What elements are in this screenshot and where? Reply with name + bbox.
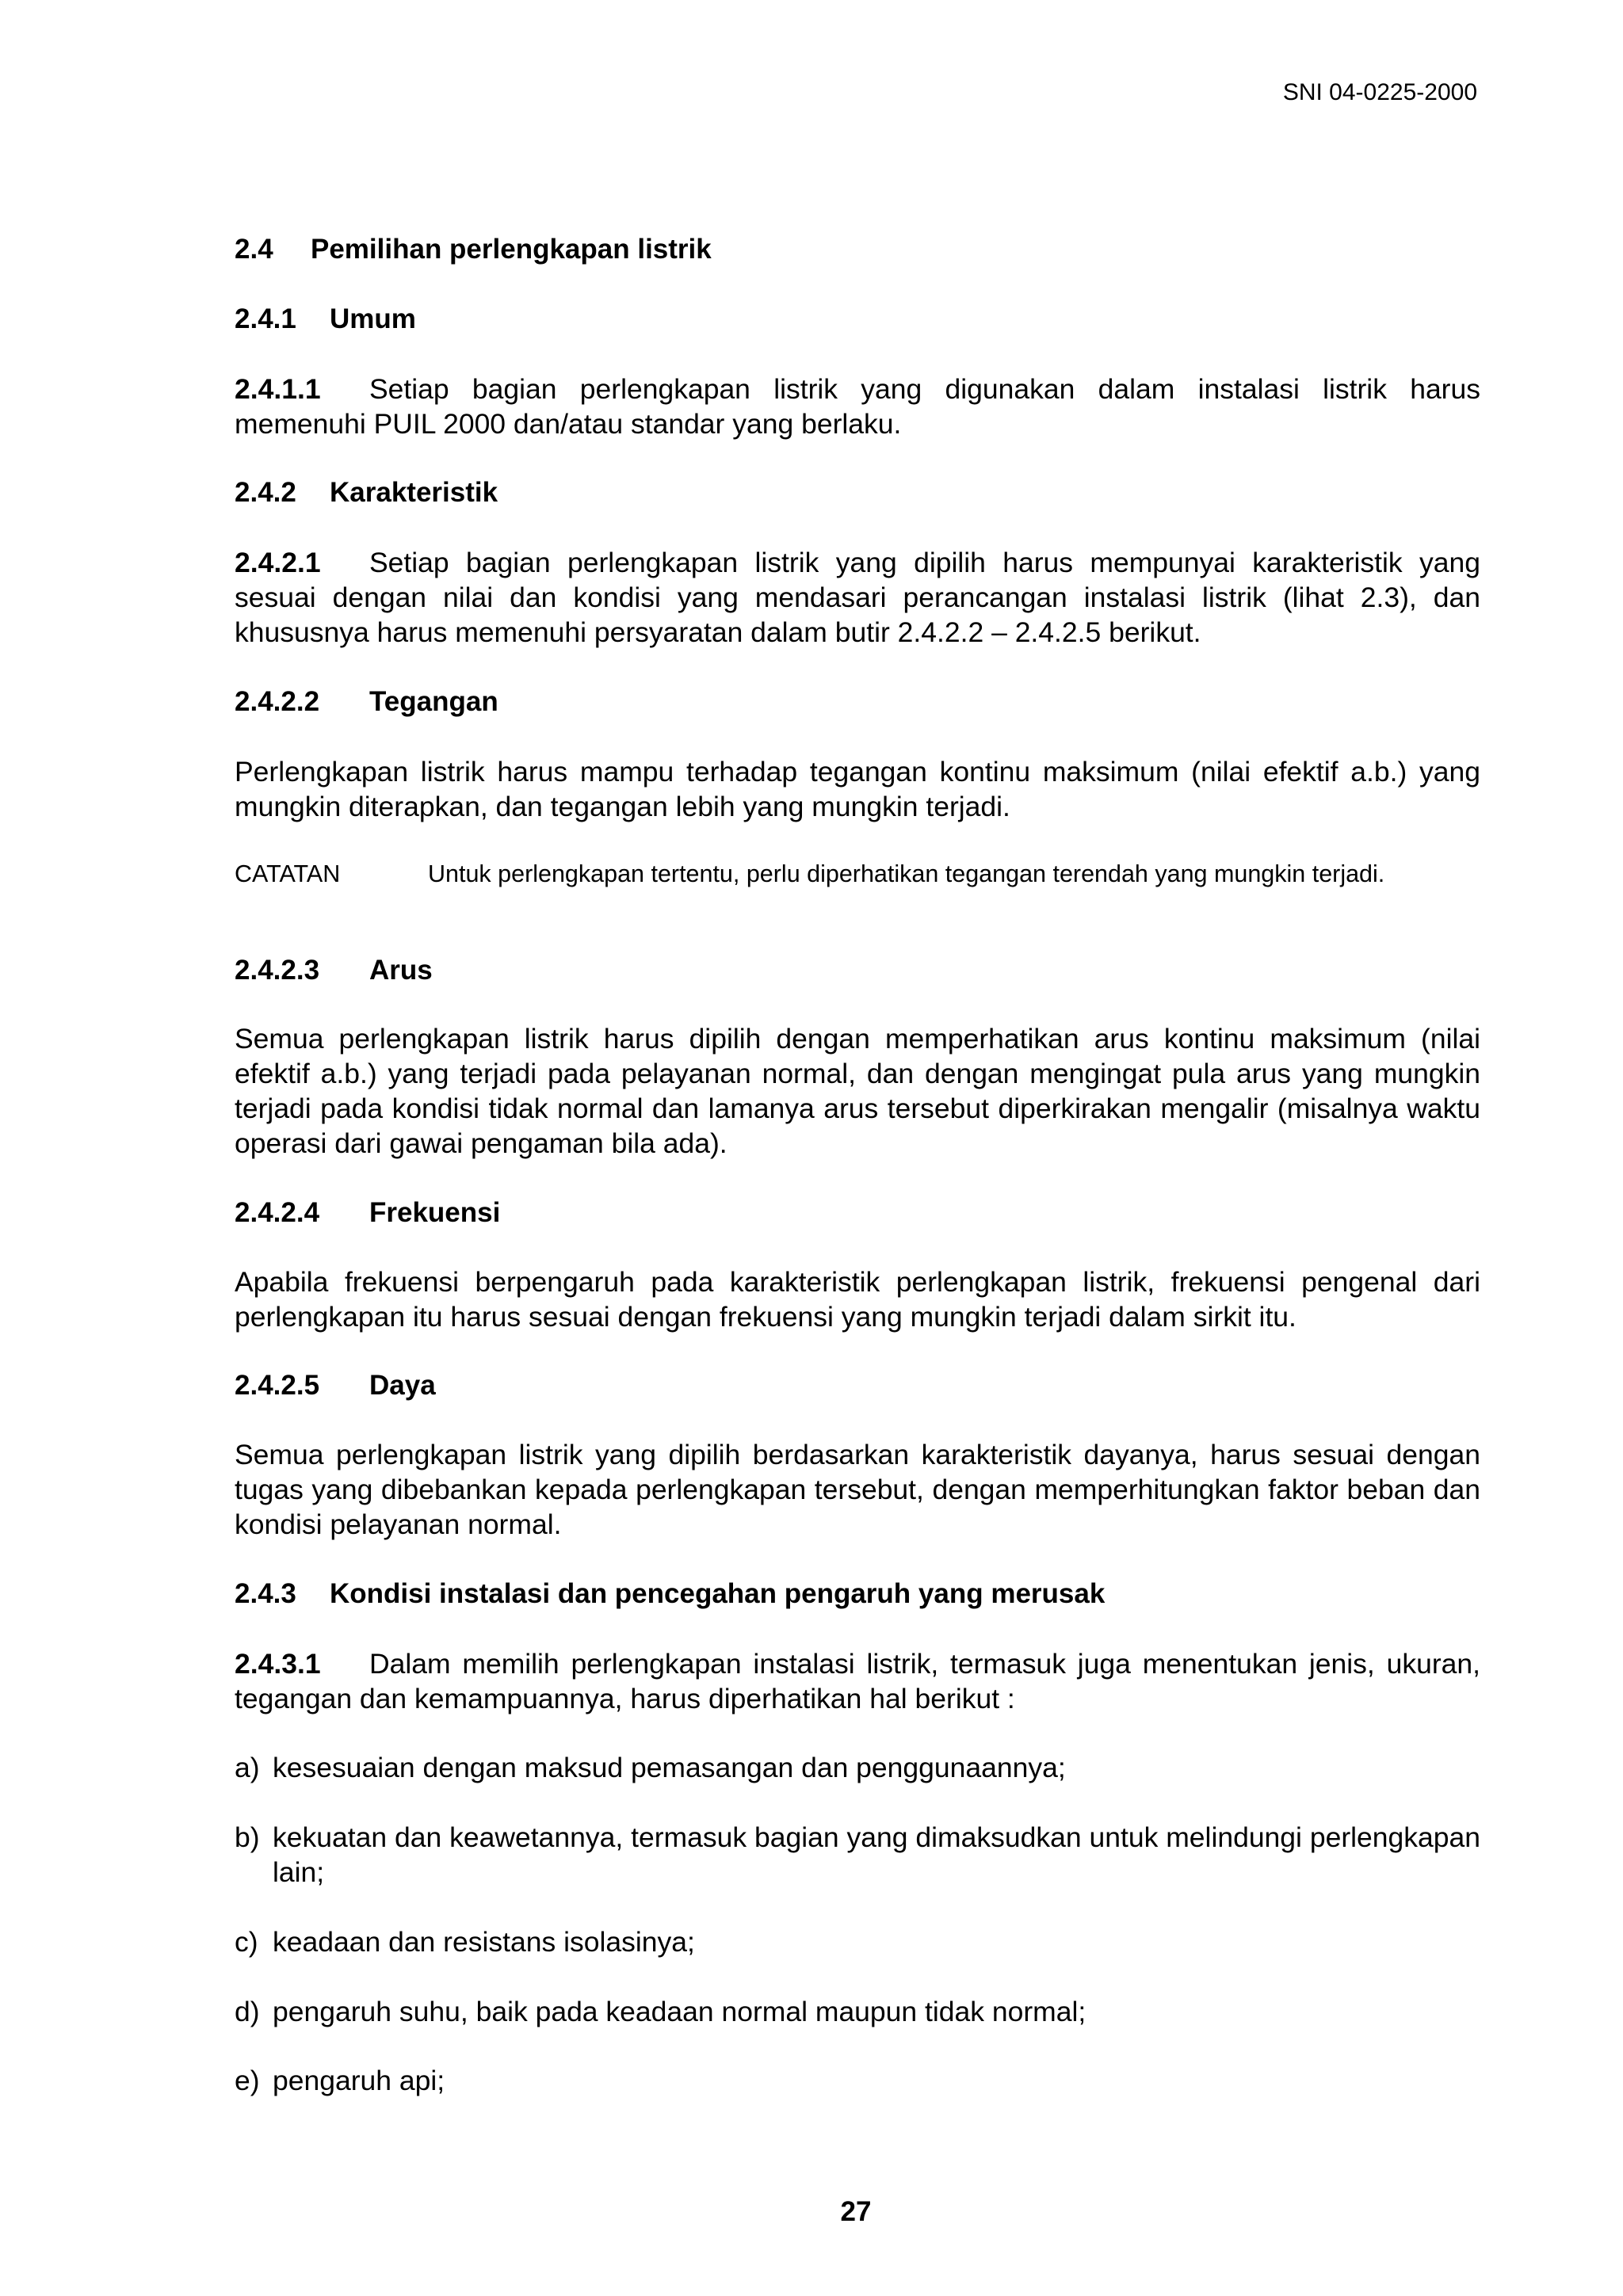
section-number: 2.4.3 [235,1578,296,1609]
clause-2-4-2-1 [235,545,1480,650]
section-heading-2-4 [235,232,1480,267]
section-title: Tegangan [369,686,498,717]
list-marker: a) [235,1752,260,1783]
note-text: Untuk perlengkapan tertentu, perlu diperhatikan tegangan terendah yang mungkin terjadi. [428,860,1385,887]
section-title: Arus [369,955,433,986]
section-number: 2.4.1 [235,303,296,334]
clause-number: 2.4.2.1 [235,547,321,578]
section-number: 2.4.2.3 [235,955,320,986]
section-heading-2-4-2-2 [235,685,1480,719]
list-marker: e) [235,2065,260,2096]
list-item-text: pengaruh api; [273,2065,445,2096]
section-number: 2.4.2 [235,477,296,508]
section-heading-2-4-1 [235,302,1480,337]
section-number: 2.4.2.5 [235,1370,320,1401]
section-heading-2-4-2-5 [235,1368,1480,1403]
section-heading-2-4-2-3 [235,953,1480,988]
section-heading-2-4-2-4 [235,1196,1480,1230]
list-marker: b) [235,1821,260,1853]
list-item-text: keadaan dan resistans isolasinya; [273,1926,695,1958]
section-heading-2-4-2 [235,475,1480,510]
section-title: Daya [369,1370,436,1401]
clause-text: Setiap bagian perlengkapan listrik yang dipilih harus mempunyai karakteristik yang sesuai dengan nilai dan kondisi yang mendasari perancangan instalasi listrik (lihat 2.3), dan khususnya harus memenuhi persyaratan dalam butir 2.4.2.2 – 2.4.2.5 berikut. [235,547,1480,648]
clause-2-4-3-1 [235,1646,1480,1716]
list-item [235,2063,1480,2098]
paragraph-daya: Semua perlengkapan listrik yang dipilih berdasarkan karakteristik dayanya, harus sesuai dengan tugas yang dibebankan kepada perlengkapan tersebut, dengan memperhitungkan faktor beban dan kondisi pelayanan normal. [235,1439,1480,1540]
section-title: Karakteristik [330,477,498,508]
clause-text: Dalam memilih perlengkapan instalasi listrik, termasuk juga menentukan jenis, ukuran, tegangan dan kemampuannya, harus diperhatikan hal berikut : [235,1648,1480,1714]
clause-number: 2.4.1.1 [235,373,321,405]
section-heading-2-4-3 [235,1577,1480,1611]
list-item [235,1924,1480,1959]
list-marker: d) [235,1996,260,2027]
list-item-text: pengaruh suhu, baik pada keadaan normal maupun tidak normal; [273,1996,1086,2027]
paragraph-frekuensi: Apabila frekuensi berpengaruh pada karakteristik perlengkapan listrik, frekuensi pengenal dari perlengkapan itu harus sesuai dengan frekuensi yang mungkin terjadi dalam sirkit itu. [235,1266,1480,1333]
document-code: SNI 04-0225-2000 [1282,79,1477,105]
section-number: 2.4.2.2 [235,686,320,717]
list-item-text: kesesuaian dengan maksud pemasangan dan penggunaannya; [273,1752,1066,1783]
section-title: Pemilihan perlengkapan listrik [311,234,712,265]
section-title: Kondisi instalasi dan pencegahan pengaruh yang merusak [330,1578,1106,1609]
section-title: Frekuensi [369,1197,501,1228]
clause-number: 2.4.3.1 [235,1648,321,1680]
list-item [235,1820,1480,1890]
list-marker: c) [235,1926,258,1958]
note-label: CATATAN [235,860,341,887]
paragraph-tegangan: Perlengkapan listrik harus mampu terhadap tegangan kontinu maksimum (nilai efektif a.b.) yang mungkin diterapkan, dan tegangan lebih yang mungkin terjadi. [235,756,1480,822]
page-number: 27 [840,2196,872,2227]
section-number: 2.4.2.4 [235,1197,320,1228]
list-item-text: kekuatan dan keawetannya, termasuk bagian yang dimaksudkan untuk melindungi perlengkapan lain; [273,1821,1480,1888]
list-item [235,1750,1480,1785]
section-title: Umum [330,303,416,334]
clause-text: Setiap bagian perlengkapan listrik yang digunakan dalam instalasi listrik harus memenuhi PUIL 2000 dan/atau standar yang berlaku. [235,373,1480,440]
list-item [235,1994,1480,2029]
section-number: 2.4 [235,234,273,265]
paragraph-arus: Semua perlengkapan listrik harus dipilih dengan memperhatikan arus kontinu maksimum (nilai efektif a.b.) yang terjadi pada pelayanan normal, dan dengan mengingat pula arus yang mungkin terjadi pada kondisi tidak normal dan lamanya arus tersebut diperkirakan mengalir (misalnya waktu operasi dari gawai pengaman bila ada). [235,1023,1480,1159]
clause-2-4-1-1 [235,372,1480,441]
note-tegangan [235,858,1480,890]
